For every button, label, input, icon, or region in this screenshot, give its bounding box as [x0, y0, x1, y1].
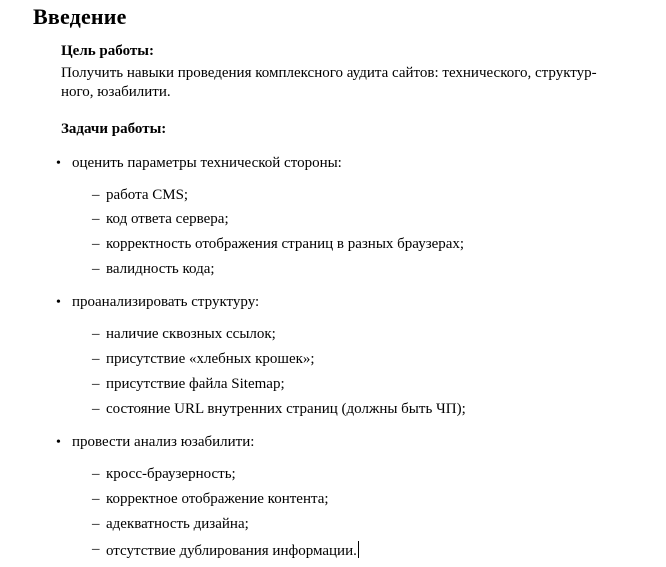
task-item-3-3: адекватность дизайна;	[106, 516, 249, 532]
task-group-3: провести анализ юзабилити:	[72, 434, 255, 450]
dash-1-2: –	[92, 211, 100, 227]
dash-3-2: –	[92, 491, 100, 507]
task-item-2-1: наличие сквозных ссылок;	[106, 326, 276, 342]
task-item-3-4: отсутствие дублирования информации.	[106, 543, 357, 559]
goal-line-1: Получить навыки проведения комплексного аудита сайтов: технического, структур-	[61, 65, 597, 81]
task-item-1-3: корректность отображения страниц в разных браузерах;	[106, 236, 465, 252]
task-item-2-4: состояние URL внутренних страниц (должны быть ЧП);	[106, 401, 466, 417]
task-item-1-1: работа CMS;	[106, 187, 189, 203]
dash-2-4: –	[92, 401, 100, 417]
task-item-3-1: кросс-браузерность;	[106, 466, 236, 482]
task-item-3-2: корректное отображение контента;	[106, 491, 329, 507]
tasks-heading: Задачи работы:	[61, 121, 167, 137]
task-item-1-2: код ответа сервера;	[106, 211, 229, 227]
goal-heading: Цель работы:	[61, 43, 154, 59]
dash-1-4: –	[92, 261, 100, 277]
task-group-2: проанализировать структуру:	[72, 294, 260, 310]
dash-1-3: –	[92, 236, 100, 252]
task-item-3-4-wrap	[106, 541, 359, 560]
dash-3-1: –	[92, 466, 100, 482]
dash-1-1: –	[92, 187, 100, 203]
text-caret	[358, 541, 359, 558]
section-title: Введение	[33, 4, 127, 29]
task-group-1: оценить параметры технической стороны:	[72, 155, 342, 171]
task-item-2-2: присутствие «хлебных крошек»;	[106, 351, 315, 367]
bullet-3: •	[56, 435, 61, 450]
dash-2-3: –	[92, 376, 100, 392]
bullet-2: •	[56, 295, 61, 310]
dash-3-4: –	[92, 541, 100, 557]
dash-2-1: –	[92, 326, 100, 342]
bullet-1: •	[56, 156, 61, 171]
goal-paragraph	[61, 64, 651, 102]
dash-3-3: –	[92, 516, 100, 532]
goal-line-2: ного, юзабилити.	[61, 84, 171, 100]
task-item-2-3: присутствие файла Sitemap;	[106, 376, 285, 392]
task-item-1-4: валидность кода;	[106, 261, 215, 277]
dash-2-2: –	[92, 351, 100, 367]
